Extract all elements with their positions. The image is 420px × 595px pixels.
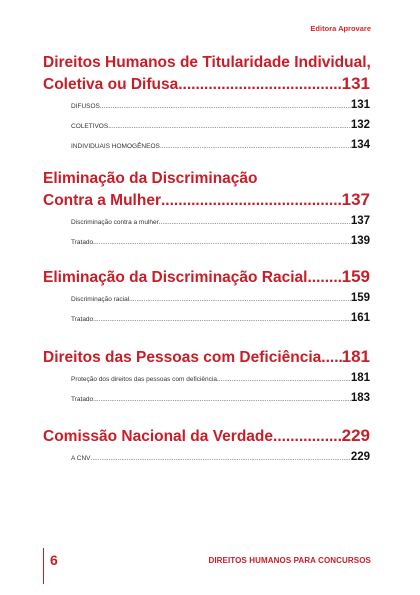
- toc-entry-section[interactable]: [43, 347, 370, 372]
- footer-page-number: 6: [50, 552, 58, 568]
- subsection-label: Discriminação contra a mulher: [71, 219, 159, 226]
- page-number: 181: [341, 347, 370, 366]
- toc-entry-subsection[interactable]: [43, 235, 370, 255]
- toc-section: [43, 267, 370, 332]
- dot-leader: [321, 349, 341, 367]
- dot-leader: [93, 316, 351, 323]
- page-number: 229: [341, 426, 370, 445]
- toc-entry-subsection[interactable]: [43, 392, 370, 412]
- page-number: 183: [350, 392, 370, 404]
- toc-entry-subsection[interactable]: [43, 292, 370, 312]
- page-number: 161: [350, 312, 370, 324]
- toc-entry-section[interactable]: [43, 267, 370, 292]
- toc-section: [43, 426, 370, 471]
- page-number: 137: [341, 190, 370, 209]
- toc-section: [43, 168, 370, 255]
- page-number: 131: [350, 99, 370, 111]
- toc-entry-subsection[interactable]: [43, 451, 370, 471]
- footer-book-title: DIREITOS HUMANOS PARA CONCURSOS: [208, 556, 371, 565]
- toc-entry-subsection[interactable]: [43, 99, 370, 119]
- subsection-label: Discriminação racial: [71, 296, 130, 303]
- page-number: 159: [350, 292, 370, 304]
- subsection-label: A CNV: [71, 455, 91, 462]
- subsection-label: COLETIVOS: [71, 123, 109, 130]
- section-title: Eliminação da Discriminação: [43, 170, 258, 187]
- dot-leader: [100, 103, 351, 110]
- toc-section: [43, 347, 370, 412]
- dot-leader: [129, 296, 351, 303]
- dot-leader: [307, 269, 341, 287]
- toc-entry-subsection[interactable]: [43, 372, 370, 392]
- footer-divider: [43, 548, 44, 584]
- dot-leader: [93, 396, 351, 403]
- section-title: Eliminação da Discriminação Racial: [43, 269, 308, 286]
- page-number: 132: [350, 119, 370, 131]
- dot-leader: [159, 219, 351, 226]
- subsection-label: DIFUSOS: [71, 103, 100, 110]
- dot-leader: [93, 239, 351, 246]
- page-number: 139: [350, 235, 370, 247]
- subsection-label: Proteção dos direitos das pessoas com deficiência: [71, 376, 217, 383]
- section-title: Direitos Humanos de Titularidade Individual,: [43, 54, 371, 71]
- subsection-label: Tratado: [71, 239, 94, 246]
- dot-leader: [178, 76, 341, 94]
- toc-entry-section[interactable]: [43, 74, 370, 99]
- toc-entry-subsection[interactable]: [43, 215, 370, 235]
- toc-entry-section[interactable]: [43, 190, 370, 215]
- dot-leader: [161, 192, 342, 210]
- dot-leader: [273, 428, 342, 446]
- page-number: 137: [350, 215, 370, 227]
- section-title: Contra a Mulher: [43, 192, 161, 209]
- section-title: Direitos das Pessoas com Deficiência: [43, 349, 322, 366]
- toc-section: [43, 52, 370, 159]
- publisher-name: Editora Aprovare: [310, 24, 371, 33]
- dot-leader: [217, 376, 351, 383]
- page-number: 131: [341, 74, 370, 93]
- page-number: 229: [350, 451, 370, 463]
- dot-leader: [160, 143, 351, 150]
- toc-entry-subsection[interactable]: [43, 139, 370, 159]
- section-title: Comissão Nacional da Verdade: [43, 428, 274, 445]
- toc-entry-subsection[interactable]: [43, 312, 370, 332]
- toc-entry-section[interactable]: [43, 426, 370, 451]
- page-number: 159: [341, 267, 370, 286]
- subsection-label: Tratado: [71, 396, 94, 403]
- dot-leader: [91, 455, 351, 462]
- section-title: Coletiva ou Difusa: [43, 76, 179, 93]
- page-number: 134: [350, 139, 370, 151]
- page-number: 181: [350, 372, 370, 384]
- subsection-label: INDIVIDUAIS HOMOGÊNEOS: [71, 143, 160, 150]
- toc-entry-subsection[interactable]: [43, 119, 370, 139]
- subsection-label: Tratado: [71, 316, 94, 323]
- dot-leader: [108, 123, 351, 130]
